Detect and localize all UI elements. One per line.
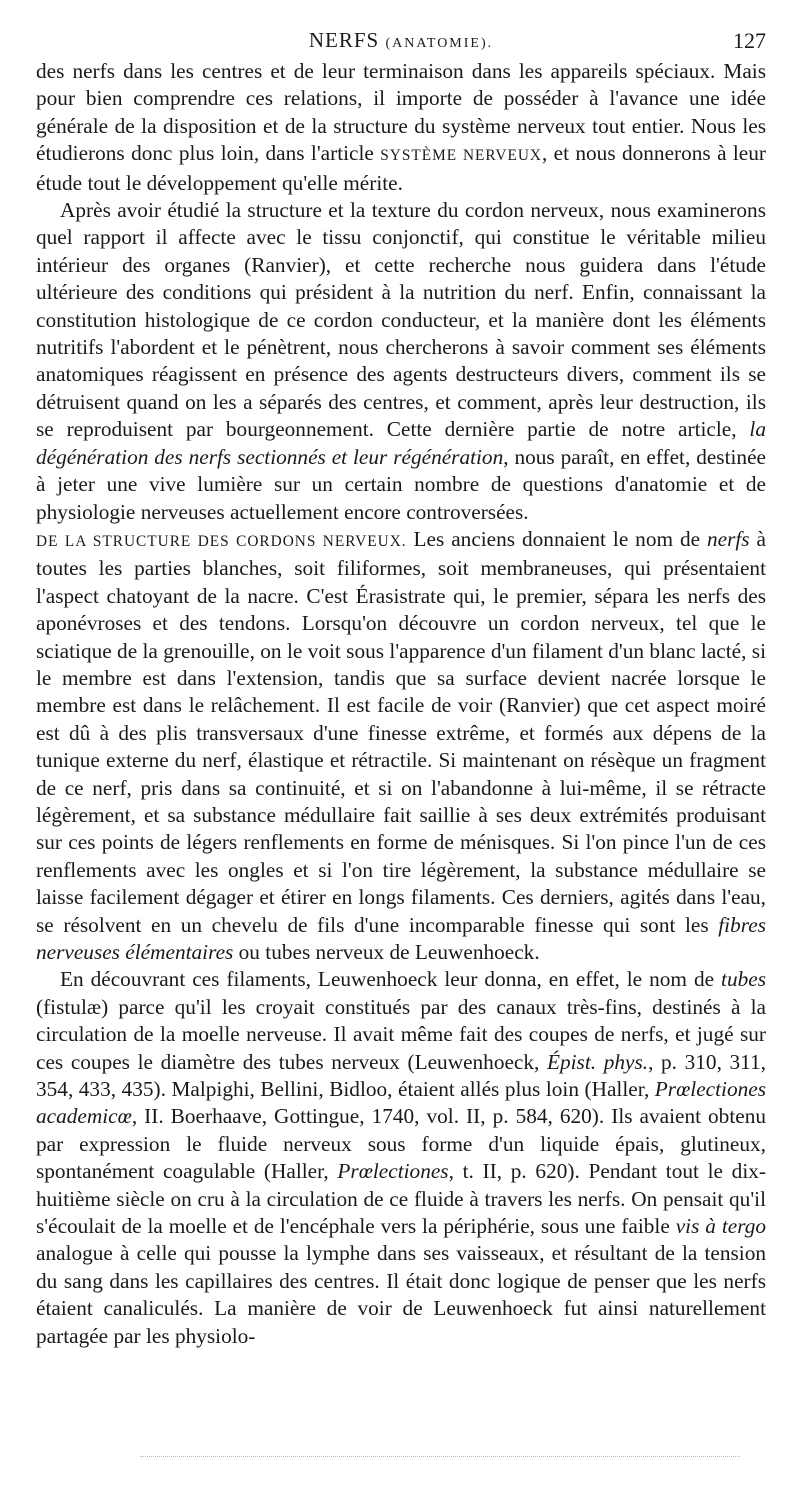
paragraph-1-text-a: des nerfs dans les centres et de leur terminaison dans les appareils spéciaux. Mais pour bien comprendre ces relations, il importe de posséder à l'avance une idée générale de la disposition et de la structure du système nerveux tout entier. Nous les étudierons donc plus loin, dans l'article [36, 59, 766, 166]
paragraph-4-text-f: analogue à celle qui pousse la lymphe dans ses vaisseaux, et résultant de la tension du sang dans les capillaires des centres. Il était donc logique de penser que les nerfs étaient canaliculés. La manière de voir de Leuwenhoeck fut ainsi naturellement partagée par les physiolo- [36, 1241, 766, 1348]
paragraph-4-text-a: En découvrant ces filaments, Leuwenhoeck leur donna, en effet, le nom de [60, 967, 722, 992]
paragraph-4-text-b: (fistulæ) parce qu'il les croyait constitués par des canaux très-fins, destinés à la circulation de la moelle nerveuse. Il avait même fait des coupes de nerfs, et jugé sur ces coupes le diamètre des tubes nerveux (Leuwenhoeck, [36, 994, 766, 1074]
page-body [36, 58, 766, 1350]
page-number: 127 [733, 28, 766, 53]
paragraph-4-text-d: , II. Boerhaave, Gottingue, 1740, vol. II, p. 584, 620). Ils avaient obtenu par expression le fluide nerveux sous forme d'un liquide épais, glutineux, spontanément coagulable (Haller, [36, 1104, 766, 1184]
paragraph-1 [36, 58, 766, 197]
running-header [36, 28, 766, 58]
italic-term-fibres: fibres nerveuses élémentaires [36, 912, 766, 964]
italic-phrase: la dégénération des nerfs sectionnés et leur régénération [36, 417, 766, 469]
running-title [36, 28, 766, 53]
paragraph-3 [36, 526, 766, 967]
bleed-through-marks [140, 1456, 740, 1457]
paragraph-1-text-b: , et nous donnerons à leur étude tout le développement qu'elle mérite. [36, 141, 766, 195]
italic-term-tubes: tubes [721, 967, 766, 992]
paragraph-2-text-a: Après avoir étudié la structure et la texture du cordon nerveux, nous examinerons quel rapport il affecte avec le tissu conjonctif, qui constitue le véritable milieu intérieur des organes (Ranvier), et cette recherche nous guidera dans l'étude ultérieure des conditions qui président à la nutrition du nerf. Enfin, connaissant la constitution histologique de ce cordon conducteur, et la manière dont les éléments nutritifs l'abordent et le pénètrent, nous chercherons à savoir comment ses éléments anatomiques réagissent en présence des agents destructeurs divers, comment ils se détruisent quand on les a séparés des centres, et comment, après leur destruction, ils se reproduisent par bourgeonnement. Cette dernière partie de notre article, [36, 198, 766, 442]
citation-praelectiones: Prœlectiones [337, 1159, 449, 1184]
paragraph-4-text-e: , t. II, p. 620). Pendant tout le dix-huitième siècle on cru à la circulation de ce fluide à travers les nerfs. On pensait qu'il s'écoulait de la moelle et de l'encéphale vers la périphérie, sous une faible [36, 1159, 766, 1239]
citation-praelectiones-academicae: Prœlectiones academicœ [36, 1077, 766, 1129]
paragraph-4-text-c: , p. 310, 311, 354, 433, 435). Malpighi, Bellini, Bidloo, étaient allés plus loin (Haller, [36, 1049, 766, 1102]
paragraph-3-text-a: Les anciens donnaient le nom de [406, 526, 707, 551]
citation-epist: Épist. phys. [546, 1049, 649, 1074]
running-title-main: NERFS [308, 28, 380, 52]
italic-vis-a-tergo: vis à tergo [675, 1214, 766, 1239]
italic-term-nerfs: nerfs [707, 526, 750, 551]
section-heading: DE LA STRUCTURE DES CORDONS NERVEUX. [36, 532, 407, 550]
article-reference: SYSTÈME NERVEUX [380, 147, 542, 165]
paragraph-3-text-b: à toutes les parties blanches, soit filiformes, soit membraneuses, qui présentaient l'aspect chatoyant de la nacre. C'est Érasistrate qui, le premier, sépara les nerfs des aponévroses et des tendons. Lorsqu'on découvre un cordon nerveux, tel que le sciatique de la grenouille, on le voit sous l'apparence d'un filament d'un blanc lacté, si le membre est dans l'extension, tandis que sa surface devient nacrée lorsque le membre est dans le relâchement. Il est facile de voir (Ranvier) que cet aspect moiré est dû à des plis transversaux d'une finesse extrême, et formés aux dépens de la tunique externe du nerf, élastique et rétractile. Si maintenant on résèque un fragment de ce nerf, pris dans sa continuité, et si on l'abandonne à lui-même, il se rétracte légèrement, et sa substance médullaire fait saillie à ses deux extrémités produisant sur ces points de légers renflements en forme de ménisques. Si l'on pince l'un de ces renflements avec les ongles et si l'on tire légèrement, la substance médullaire se laisse facilement dégager et étirer en longs filaments. Ces derniers, agités dans l'eau, se résolvent en un chevelu de fils d'une incomparable finesse qui sont les [36, 526, 766, 937]
paragraph-4 [36, 966, 766, 1350]
running-title-subtitle: (ANATOMIE). [385, 36, 494, 51]
paragraph-3-text-c: ou tubes nerveux de Leuwenhoeck. [233, 940, 540, 964]
paragraph-2-text-b: , nous paraît, en effet, destinée à jeter une vive lumière sur un certain nombre de questions d'anatomie et de physiologie nerveuses actuellement encore controversées. [36, 444, 766, 524]
paragraph-2 [36, 197, 766, 526]
